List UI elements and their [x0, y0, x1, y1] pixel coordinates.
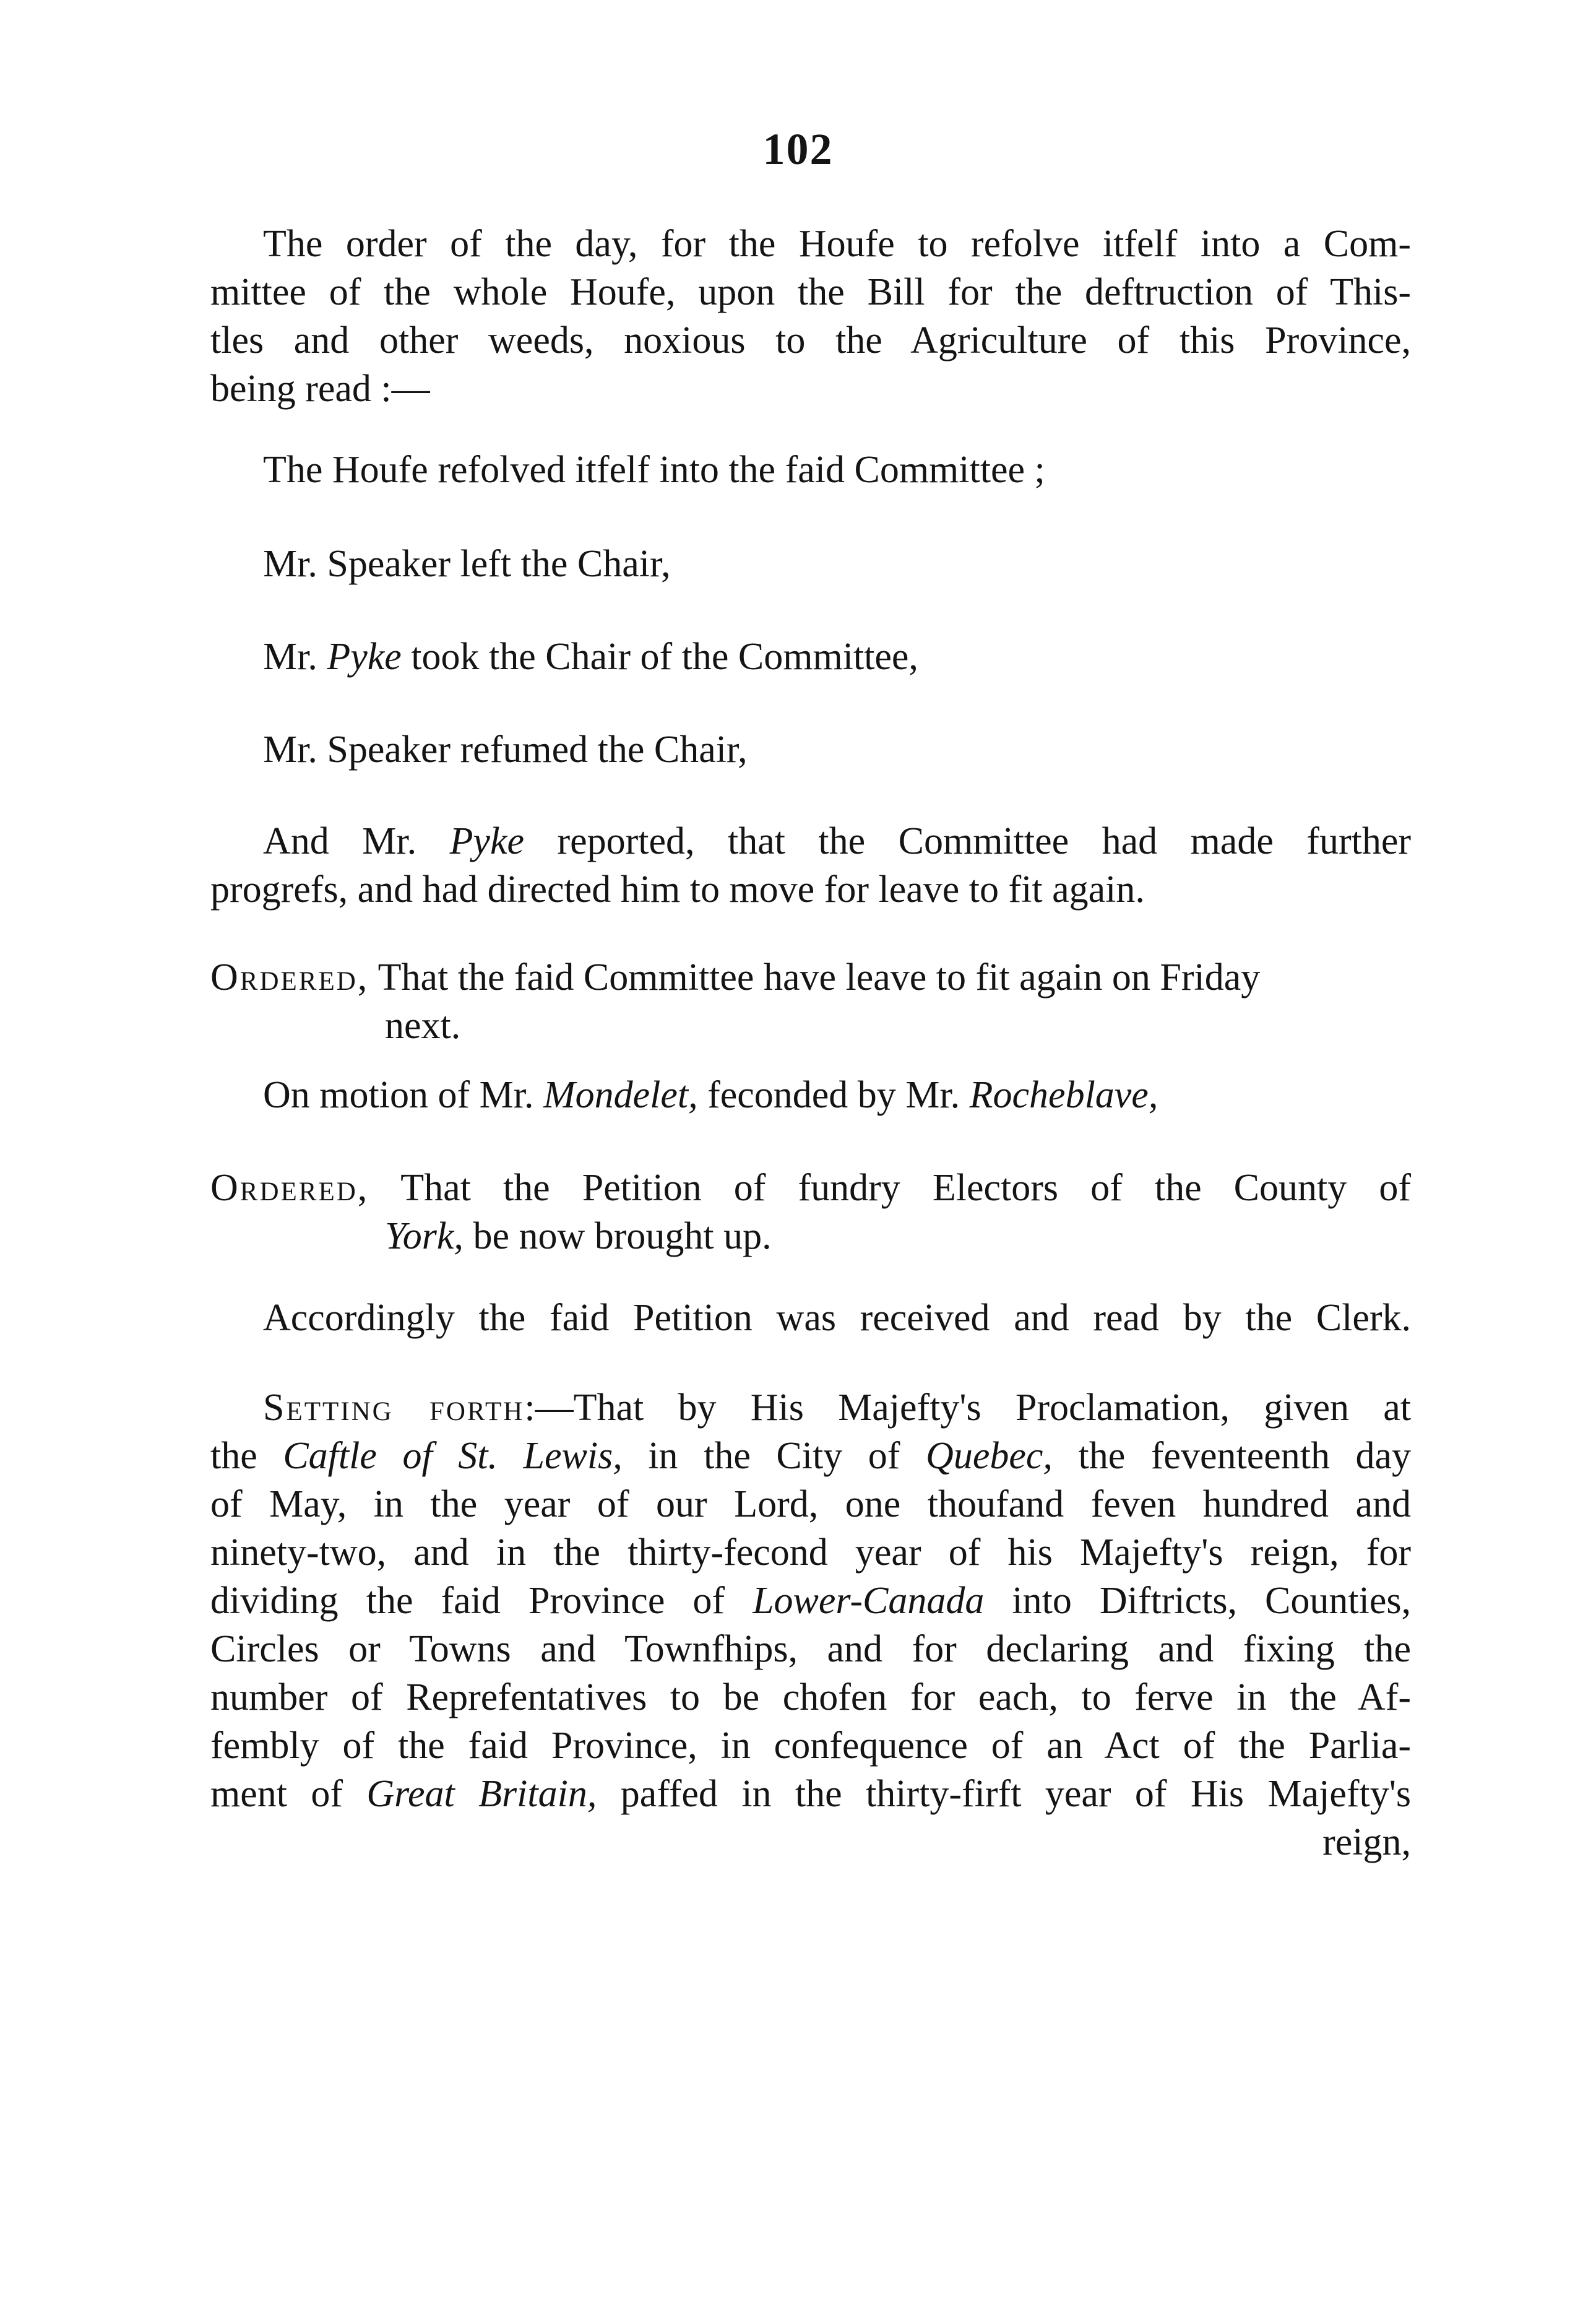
place-name: Great Britain,	[366, 1773, 597, 1815]
text-segment: the	[210, 1435, 257, 1477]
text-line: ninety-two, and in the thirty-fecond year of his Majefty's reign, for	[210, 1531, 1411, 1574]
text-segment: into Diftricts, Counties,	[1012, 1580, 1411, 1622]
text-segment: paffed in the thirty-firft year of His Majefty's	[620, 1773, 1412, 1815]
text-line: of May, in the year of our Lord, one thoufand feven hundred and	[210, 1483, 1411, 1525]
text-line: fembly of the faid Province, in confequence of an Act of the Parlia-	[210, 1725, 1411, 1767]
text-line	[210, 817, 1411, 865]
text-segment: Mr.	[263, 636, 317, 678]
text-line	[210, 1164, 1411, 1212]
place-name: York,	[385, 1215, 464, 1257]
person-name: Mondelet,	[543, 1074, 698, 1116]
catchword: reign,	[1322, 1821, 1411, 1863]
ordered-label: Ordered,	[210, 956, 369, 998]
ordered-label: Ordered,	[210, 1167, 369, 1209]
text-line: Mr. Speaker left the Chair,	[263, 543, 671, 585]
text-line: The Houfe refolved itfelf into the faid Committee ;	[263, 449, 1045, 491]
text-segment: On motion of Mr.	[263, 1074, 534, 1116]
text-line	[210, 633, 1411, 681]
page-number: 102	[762, 124, 834, 174]
place-name: Quebec,	[926, 1435, 1053, 1477]
text-line: Mr. Speaker refumed the Chair,	[263, 729, 748, 771]
paragraph-speaker-left	[210, 540, 1411, 588]
text-segment: That the Petition of fundry Electors of the County of	[400, 1167, 1411, 1209]
text-line: progrefs, and had directed him to move for leave to fit again.	[210, 868, 1145, 911]
text-segment: :—That by His Majefty's Proclamation, given at	[524, 1387, 1412, 1429]
text-line	[210, 1212, 1411, 1260]
text-line	[210, 1770, 1411, 1818]
paragraph-speaker-resumed	[210, 725, 1411, 774]
text-line: next.	[385, 1005, 461, 1047]
text-line: tles and other weeds, noxious to the Agriculture of this Province,	[210, 319, 1411, 362]
text-segment: And Mr.	[263, 820, 417, 862]
text-segment: reported, that the Committee had made further	[557, 820, 1411, 862]
person-name: Rocheblave,	[969, 1074, 1158, 1116]
text-line	[210, 1577, 1411, 1625]
text-segment: feconded by Mr.	[707, 1074, 960, 1116]
text-line	[210, 1384, 1411, 1432]
paragraph-house-resolved	[210, 446, 1411, 494]
paragraph-accordingly	[210, 1294, 1411, 1342]
place-name: Caftle of St. Lewis,	[283, 1435, 623, 1477]
paragraph-pyke-reported	[210, 817, 1411, 914]
text-segment: be now brought up.	[473, 1215, 772, 1257]
text-line: number of Reprefentatives to be chofen for each, to ferve in the Af-	[210, 1676, 1411, 1718]
text-line	[210, 953, 1411, 1002]
text-segment: That the faid Committee have leave to fit again on Friday	[377, 956, 1261, 998]
text-line	[210, 1432, 1411, 1480]
paragraph-on-motion	[210, 1071, 1411, 1119]
text-line: The order of the day, for the Houfe to refolve itfelf into a Com-	[263, 223, 1411, 265]
paragraph-setting-forth	[210, 1384, 1411, 1866]
text-line: mittee of the whole Houfe, upon the Bill for the deftruction of This-	[210, 271, 1411, 313]
text-segment: took the Chair of the Committee,	[411, 636, 918, 678]
paragraph-order-of-the-day	[210, 220, 1411, 413]
text-line: being read :—	[210, 368, 430, 410]
setting-forth-label: Setting forth	[263, 1387, 525, 1429]
text-segment: dividing the faid Province of	[210, 1580, 725, 1622]
text-segment: ment of	[210, 1773, 343, 1815]
person-name: Pyke	[327, 636, 402, 678]
text-segment: the feventeenth day	[1078, 1435, 1412, 1477]
text-line: Accordingly the faid Petition was received and read by the Clerk.	[263, 1297, 1411, 1339]
text-line	[210, 1071, 1411, 1119]
paragraph-ordered-committee	[210, 953, 1411, 1050]
person-name: Pyke	[449, 820, 524, 862]
text-segment: in the City of	[648, 1435, 900, 1477]
place-name: Lower-Canada	[753, 1580, 985, 1622]
paragraph-pyke-took-chair	[210, 633, 1411, 681]
paragraph-ordered-petition	[210, 1164, 1411, 1260]
text-line: Circles or Towns and Townfhips, and for declaring and fixing the	[210, 1628, 1411, 1670]
